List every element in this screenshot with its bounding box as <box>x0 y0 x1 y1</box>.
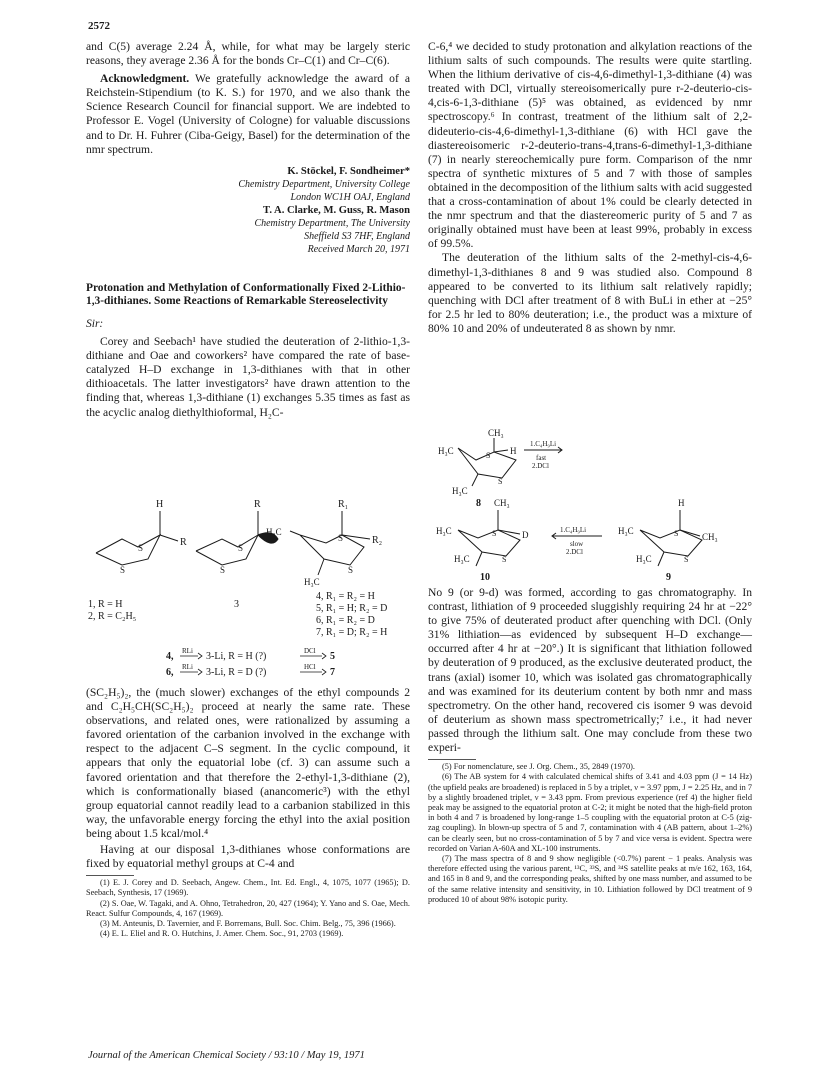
salutation: Sir: <box>86 317 104 330</box>
right-paragraph-1: C-6,⁴ we decided to study protonation and alkylation reactions of the lithium salts of such compounds. The results were quite startling. When the lithium derivative of cis-4,6-dimethyl-1,3-dithiane (4) was treated with DCl, virtually stereoisomerically pure r-2-deuterio-cis-4,cis-6-1,3-dithiane (5)⁵ was obtained, as evidenced by nmr spectroscopy.⁶ In contrast, treatment of the lithium salt of 2,2-dideuterio-cis-4,6-dimethyl-1,3-dithiane (6) with HCl gave the diastereoisomeric r-2-deuterio-trans-4,trans-6-dimethyl-1,3-dithiane (7) in nearly stereochemically pure form. Comparison of the nmr spectra of synthetic mixtures of 5 and 7 with those of samples obtained in the decomposition of the lithium salts with acid suggested that a cross-contamination of about 1% could be clearly detected in the nmr spectrum and that the diastereomeric purity of 5 and 7 as originally obtained must have been at least 99%, probably in excess of 99.5%. <box>428 40 752 251</box>
signature-block <box>86 165 410 256</box>
ring1-s-lower: S <box>120 565 126 575</box>
affiliation-first-line1: Chemistry Department, University College <box>238 178 410 190</box>
ring4-h3c-upper: H₃C <box>266 527 282 537</box>
scheme-rli-2: RLi <box>182 663 193 671</box>
scheme-end-1: 5 <box>330 651 335 662</box>
scheme-mid-2: 3-Li, R = D (?) <box>206 667 267 678</box>
scheme-rli-1: RLi <box>182 647 193 655</box>
caption-3: 3 <box>234 599 239 610</box>
page-number: 2572 <box>88 20 110 32</box>
top-reagent-1: 1.C₄H₉Li <box>530 440 557 448</box>
article-title: Protonation and Methylation of Conformationally Fixed 2-Lithio-1,3-dithianes. Some Reactions of Remarkable Stereoselectivity <box>86 281 406 308</box>
scheme-hcl: HCl <box>304 663 316 671</box>
caption-10: 10 <box>480 572 490 583</box>
caption-2: 2, R = C₂H₅ <box>88 611 137 622</box>
c8-s1: S <box>486 451 491 460</box>
c8-h3c-upper: H₃C <box>438 446 454 456</box>
c9-s1: S <box>674 529 679 538</box>
ring3-s-upper: S <box>238 543 244 553</box>
acknowledgment-body: We gratefully acknowledge the award of a Reichstein-Stipendium (to K. S.) for 1970, and we also thank the Science Research Council for financial support. We are indebted to Professor E. Vogel (University of Cologne) for valuable discussions and to Dr. H. Fuhrer (Ciba-Geigy, Basel) for the determination of the nmr spectrum. <box>86 72 410 156</box>
c10-d: D <box>522 530 529 540</box>
authors-second: T. A. Clarke, M. Guss, R. Mason <box>263 204 410 216</box>
c9-s2: S <box>684 555 689 564</box>
footnote-1: (1) E. J. Corey and D. Seebach, Angew. Chem., Int. Ed. Engl., 4, 1075, 1077 (1965); D. Seebach, Synthesis, 17 (1969). <box>86 878 410 898</box>
right-paragraph-3: No 9 (or 9-d) was formed, according to gas chromatography. In contrast, lithiation of 9 proceeded sluggishly requiring 24 hr at −22° to give 75% of deuterated product after quenching with DCl. (Only 31% lithiation—as evidenced by subsequent H–D exchange—occurred after 4 hr at −20°.) It is significant that lithiation followed by deuteration of 9 produced, as the exclusive deuterated product, the trans (axial) isomer 10, which was isolated gas chromatographically and was examined for its deuterium content by both nmr and mass spectrometry. On the other hand, recovered cis isomer 9 was devoid of deuterium as shown mass spectrometrically;⁷ i.e., it had never passed through the lithium salt. One may conclude from these two experi- <box>428 586 752 755</box>
left-footnotes <box>86 878 410 939</box>
scheme-start-1: 4, <box>166 651 174 662</box>
ring3-s-lower: S <box>220 565 226 575</box>
c10-s1: S <box>492 529 497 538</box>
scheme-mid-1: 3-Li, R = H (?) <box>206 651 267 662</box>
scheme-end-2: 7 <box>330 667 335 678</box>
c10-h3c-upper: H₃C <box>436 526 452 536</box>
footnote-2: (2) S. Oae, W. Tagaki, and A. Ohno, Tetrahedron, 20, 427 (1964); Y. Yano and S. Oae, Mech. React. Sulfur Compounds, 4, 167 (1969). <box>86 898 410 918</box>
body-paragraph-2: (SC₂H₅)₂, the (much slower) exchanges of the ethyl compounds 2 and C₂H₅CH(SC₂H₅)₂ proceed at nearly the same rate. These observations, and related ones, were rationalized by assuming a favored orientation of the carbanion involved in the exchange with respect to the adjacent C–S segment. In the cyclic compound, it appears that only the equatorial lobe (cf. 3) can assume such a favored orientation and that therefore the 2-ethyl-1,3-dithiane (2), which is conformationally biased (anancomeric³) with the ethyl group equatorial cannot readily lead to a carbanion stabilized in this way, the unfavorable energy forcing the ethyl into the axial position being about 1.5 kcal/mol.⁴ <box>86 686 410 840</box>
ring4-r2: R₂ <box>372 535 383 546</box>
c10-h3c-lower: H₃C <box>454 554 470 564</box>
caption-9: 9 <box>666 572 671 583</box>
affiliation-second-line2: Sheffield S3 7HF, England <box>304 230 410 242</box>
ring3-r: R <box>254 499 261 510</box>
c9-ch3: CH₃ <box>702 532 718 542</box>
right-footnote-divider <box>428 759 476 760</box>
footnote-4: (4) E. L. Eliel and R. O. Hutchins, J. Amer. Chem. Soc., 91, 2703 (1969). <box>100 929 344 939</box>
authors-first: K. Stöckel, F. Sondheimer* <box>287 165 410 177</box>
ring1-s-upper: S <box>138 543 144 553</box>
c8-s2: S <box>498 477 503 486</box>
acknowledgment-paragraph <box>86 72 410 157</box>
top-reagent-3: 2.DCl <box>532 462 549 470</box>
c9-h: H <box>678 498 685 508</box>
left-column <box>86 40 410 420</box>
caption-1: 1, R = H <box>88 599 123 610</box>
body-paragraph-1: Corey and Seebach¹ have studied the deuteration of 2-lithio-1,3-dithiane and Oae and coworkers² have compared the rate of base-catalyzed H–D exchange in 1,3-dithianes with that in other dithioacetals. The latter investigators² have drawn attention to the finding that, whereas 1,3-dithiane (1) exchanges 5.35 times as fast as the acyclic analog diethylthioformal, H₂C- <box>86 335 410 419</box>
received-date: Received March 20, 1971 <box>307 243 410 255</box>
c8-h: H <box>510 446 517 456</box>
caption-4: 4, R₁ = R₂ = H <box>316 591 375 602</box>
footnote-6: (6) The AB system for 4 with calculated chemical shifts of 3.41 and 4.03 ppm (J = 14 Hz) (the upfield peaks are broadened) is replaced in 5 by a triplet, ν = 3.97 ppm, J = 2.25 Hz, and in 7 by a slightly broadened triplet, ν = 3.43 ppm. From previous experience (ref 4) the higher field peak may be assigned to the equatorial proton at C-2; it might be noted that the high-field proton in both 4 and 7 is broadened by long-range 1–5 coupling with the equatorial proton at C-5 (zig-zag coupling). In blown-up spectra of 5 and 7, contamination with 4 (AB pattern, about 1–2%) can be clearly seen, but no cross-contamination of 5 by 7 and vice versa is evident. Spectra were recorded on Varian A-60A and XL-100 instruments. <box>428 772 752 853</box>
bottom-reagent-3: 2.DCl <box>566 548 583 556</box>
right-paragraph-2: The deuteration of the lithium salts of the 2-methyl-cis-4,6-dimethyl-1,3-dithianes 8 and 9 was studied also. Compound 8 appeared to be converted to its lithium salt relatively rapidly; quenching with DCl after treatment of 8 with BuLi in ether at −25° for 2.5 hr led to 80% deuteration; i.e., the product was a mixture of 80% 10 and 20% of undeuterated 8 as shown by nmr. <box>428 251 752 335</box>
scheme-dcl: DCl <box>304 647 316 655</box>
c8-ch3: CH₃ <box>488 428 504 438</box>
ring1-h: H <box>156 499 164 510</box>
ring4-s-upper: S <box>338 533 344 543</box>
c10-s2: S <box>502 555 507 564</box>
c10-ch3: CH₃ <box>494 498 510 508</box>
affiliation-first-line2: London WC1H OAJ, England <box>290 191 410 203</box>
right-column-lower <box>428 586 752 905</box>
intro-paragraph: and C(5) average 2.24 Å, while, for what may be largely steric reasons, they average 2.36 Å for the bonds Cr–C(1) and Cr–C(6). <box>86 40 410 68</box>
caption-5: 5, R₁ = H; R₂ = D <box>316 603 388 614</box>
footnote-divider <box>86 875 134 876</box>
ring1-r: R <box>180 537 187 548</box>
c9-h3c-upper: H₃C <box>618 526 634 536</box>
left-column-lower <box>86 686 410 939</box>
right-column <box>428 40 752 336</box>
right-footnotes <box>428 762 752 905</box>
c8-h3c-lower: H₃C <box>452 486 468 496</box>
affiliation-second-line1: Chemistry Department, The University <box>254 217 410 229</box>
body-paragraph-3: Having at our disposal 1,3-dithianes whose conformations are fixed by equatorial methyl groups at C-4 and <box>86 843 410 871</box>
caption-8: 8 <box>476 498 481 509</box>
ring4-r1: R₁ <box>338 499 349 510</box>
bottom-reagent-1: 1.C₄H₉Li <box>560 526 587 534</box>
footnote-7: (7) The mass spectra of 8 and 9 show negligible (<0.7%) parent − 1 peaks. Analysis was therefore effected using the various parent, ¹³C, ³³S, and ³⁴S satellite peaks at m/e 162, 163, 164, and 165 in 8 and 9, and the corresponding peaks, shifted by one mass number, and assumed to be of the same relative intensity and sensitivity, in 10. Lithiation followed by DCl treatment of 9 produced 10 of about 98% isotopic purity. <box>428 853 752 904</box>
ring4-h3c-lower: H₃C <box>304 577 320 587</box>
dithiane-structures-figure <box>86 495 416 683</box>
scheme-start-2: 6, <box>166 667 174 678</box>
footnote-5: (5) For nomenclature, see J. Org. Chem., 35, 2849 (1970). <box>442 762 635 772</box>
acknowledgment-lead: Acknowledgment. <box>100 72 190 86</box>
caption-7: 7, R₁ = D; R₂ = H <box>316 627 388 638</box>
top-reagent-2: fast <box>536 454 547 462</box>
ring4-s-lower: S <box>348 565 354 575</box>
bottom-reagent-2: slow <box>570 540 584 548</box>
caption-6: 6, R₁ = R₂ = D <box>316 615 375 626</box>
journal-footer: Journal of the American Chemical Society / 93:10 / May 19, 1971 <box>88 1050 365 1061</box>
footnote-3: (3) M. Anteunis, D. Tavernier, and F. Borremans, Bull. Soc. Chim. Belg., 75, 396 (1966). <box>100 919 396 929</box>
c9-h3c-lower: H₃C <box>636 554 652 564</box>
methyl-dithiane-scheme-figure <box>428 428 768 584</box>
